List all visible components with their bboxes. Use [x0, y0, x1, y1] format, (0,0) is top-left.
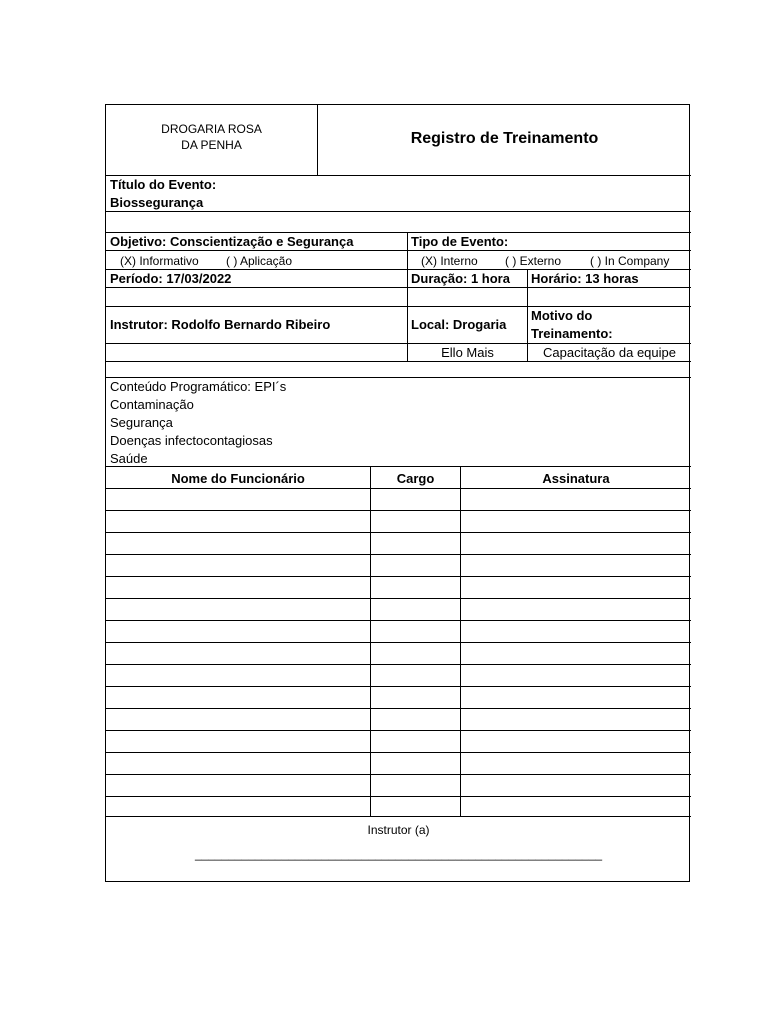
table-row-line — [106, 532, 691, 533]
type-option-in-company: ( ) In Company — [590, 254, 670, 268]
table-row-line — [106, 686, 691, 687]
table-row-line — [106, 554, 691, 555]
instructor-signature-label: Instrutor (a) — [367, 823, 430, 837]
line-after-objective — [106, 250, 691, 251]
table-row-line — [106, 708, 691, 709]
column-header-signature: Assinatura — [542, 471, 610, 486]
column-header-role: Cargo — [396, 471, 435, 486]
type-option-externo: ( ) Externo — [505, 254, 562, 268]
table-row-line — [106, 510, 691, 511]
table-bottom-line — [106, 816, 691, 817]
table-row-line — [106, 576, 691, 577]
table-row-line — [106, 598, 691, 599]
type-option-interno: (X) Interno — [421, 254, 478, 268]
content-item: Contaminação — [110, 397, 194, 412]
reason-label-line1: Motivo do — [531, 308, 593, 323]
table-row-line — [106, 730, 691, 731]
event-title-value: Biossegurança — [110, 195, 204, 210]
table-row-line — [106, 642, 691, 643]
line-after-blank-2 — [106, 306, 691, 307]
line-after-event-title — [106, 211, 691, 212]
column-header-name: Nome do Funcionário — [171, 471, 305, 486]
content-item: Segurança — [110, 415, 173, 430]
reason-value: Capacitação da equipe — [543, 345, 676, 360]
company-name-line1: DROGARIA ROSA — [161, 122, 262, 136]
instructor-text: Instrutor: Rodolfo Bernardo Ribeiro — [110, 317, 331, 332]
content-label: Conteúdo Programático: EPI´s — [110, 379, 287, 394]
line-after-instructor — [106, 343, 691, 344]
line-after-blank-3 — [106, 377, 691, 378]
options-divider — [407, 250, 408, 270]
reason-label-line2: Treinamento: — [531, 326, 613, 341]
table-header-line — [106, 488, 691, 489]
table-row-line — [106, 752, 691, 753]
table-row-line — [106, 774, 691, 775]
table-row-line — [106, 620, 691, 621]
table-row-line — [106, 796, 691, 797]
header-bottom-line — [106, 175, 691, 176]
training-record-form — [105, 104, 690, 882]
objective-type-divider — [407, 232, 408, 250]
location-text: Local: Drogaria — [411, 317, 507, 332]
line-after-content — [106, 466, 691, 467]
time-text: Horário: 13 horas — [531, 271, 639, 286]
content-item: Saúde — [110, 451, 148, 466]
content-item: Doenças infectocontagiosas — [110, 433, 273, 448]
signature-line: _____________________________________________________________ — [194, 847, 603, 861]
page-title: Registro de Treinamento — [410, 130, 599, 147]
objective-option-informativo: (X) Informativo — [120, 254, 199, 268]
table-row-line — [106, 664, 691, 665]
company-name-line2: DA PENHA — [181, 138, 242, 152]
period-text: Período: 17/03/2022 — [110, 271, 232, 286]
objective-option-aplicacao: ( ) Aplicação — [226, 254, 293, 268]
line-after-location-cont — [106, 361, 691, 362]
event-title-label: Título do Evento: — [110, 177, 217, 192]
event-type-label: Tipo de Evento: — [411, 234, 509, 249]
line-after-period — [106, 287, 691, 288]
line-after-blank-1 — [106, 232, 691, 233]
duration-text: Duração: 1 hora — [411, 271, 510, 286]
line-after-options — [106, 269, 691, 270]
location-continued: Ello Mais — [441, 345, 494, 360]
objective-text: Objetivo: Conscientização e Segurança — [110, 234, 354, 249]
